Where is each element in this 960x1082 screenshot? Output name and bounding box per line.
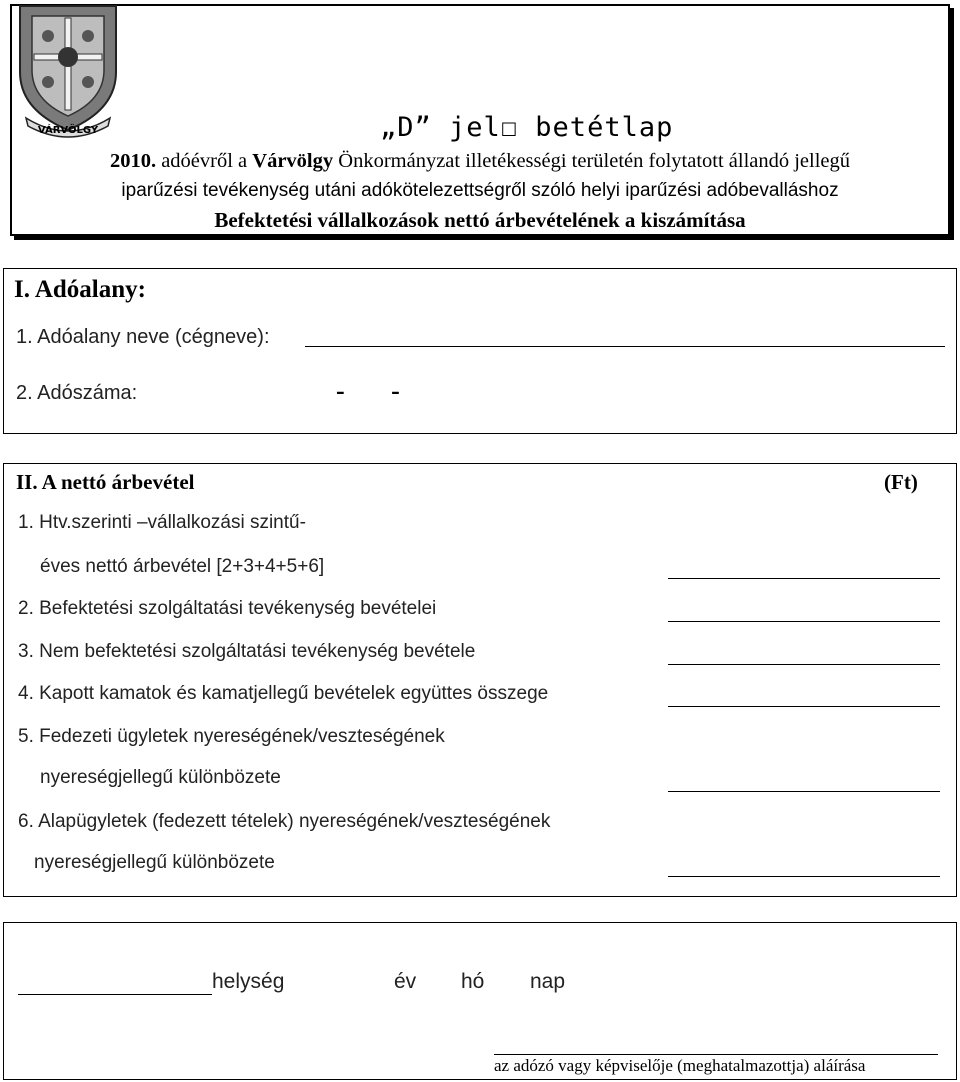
header-line-1	[0, 150, 960, 173]
item-5-label: 5. Fedezeti ügyletek nyereségének/veszteségének	[18, 726, 445, 747]
header-line-2: iparűzési tevékenység utáni adókötelezettségről szóló helyi iparűzési adóbevalláshoz	[121, 180, 839, 201]
tax-year: 2010.	[109, 150, 157, 172]
header-subtitle: Befektetési vállalkozások nettó árbevételének a kiszámítása	[214, 208, 746, 232]
item-6-label: 6. Alapügyletek (fedezett tételek) nyereségének/veszteségének	[18, 811, 551, 832]
item-4-amount-field[interactable]	[668, 706, 940, 707]
taxpayer-name-field[interactable]	[305, 346, 945, 347]
item-2-amount-field[interactable]	[668, 621, 940, 622]
item-3-amount-field[interactable]	[668, 664, 940, 665]
place-field[interactable]	[18, 994, 212, 995]
header-text-b: Önkormányzat illetékességi területén folytatott állandó jellegű	[333, 150, 851, 172]
item-6-label-cont: nyereségjellegű különbözete	[34, 852, 275, 873]
net-revenue-heading: II. A nettó árbevétel	[16, 470, 195, 494]
item-1-label: 1. Htv.szerinti –vállalkozási szintű-	[18, 512, 306, 533]
item-1-label-cont: éves nettó árbevétel [2+3+4+5+6]	[40, 556, 325, 577]
item-4-label: 4. Kapott kamatok és kamatjellegű bevételek együttes összege	[18, 683, 549, 704]
day-label: nap	[530, 970, 566, 993]
currency-unit-label: (Ft)	[884, 470, 918, 494]
item-2-label: 2. Befektetési szolgáltatási tevékenység bevételei	[18, 598, 437, 619]
tax-number-field[interactable]: - -	[336, 376, 420, 405]
coat-of-arms-logo	[12, 2, 124, 144]
month-label: hó	[461, 970, 485, 993]
item-5-amount-field[interactable]	[668, 791, 940, 792]
taxpayer-section-heading: I. Adóalany:	[14, 276, 146, 303]
crest-banner-text: VÁRVÖLGY	[37, 125, 99, 136]
item-1-amount-field[interactable]	[668, 578, 940, 579]
municipality-name: Várvölgy	[252, 150, 334, 172]
form-title: „D” jel☐ betétlap	[380, 112, 674, 143]
item-3-label: 3. Nem befektetési szolgáltatási tevékenység bevétele	[18, 641, 476, 662]
place-label: helység	[212, 970, 285, 993]
item-6-amount-field[interactable]	[668, 876, 940, 877]
year-label: év	[394, 970, 417, 993]
signature-caption: az adózó vagy képviselője (meghatalmazottja) aláírása	[494, 1056, 866, 1075]
header-text-a: adóévről a	[156, 150, 253, 172]
taxpayer-section	[3, 268, 957, 434]
signature-field[interactable]	[494, 1054, 938, 1055]
tax-number-label: 2. Adószáma:	[16, 382, 138, 404]
taxpayer-name-label: 1. Adóalany neve (cégneve):	[16, 326, 270, 348]
item-5-label-cont: nyereségjellegű különbözete	[40, 767, 281, 788]
